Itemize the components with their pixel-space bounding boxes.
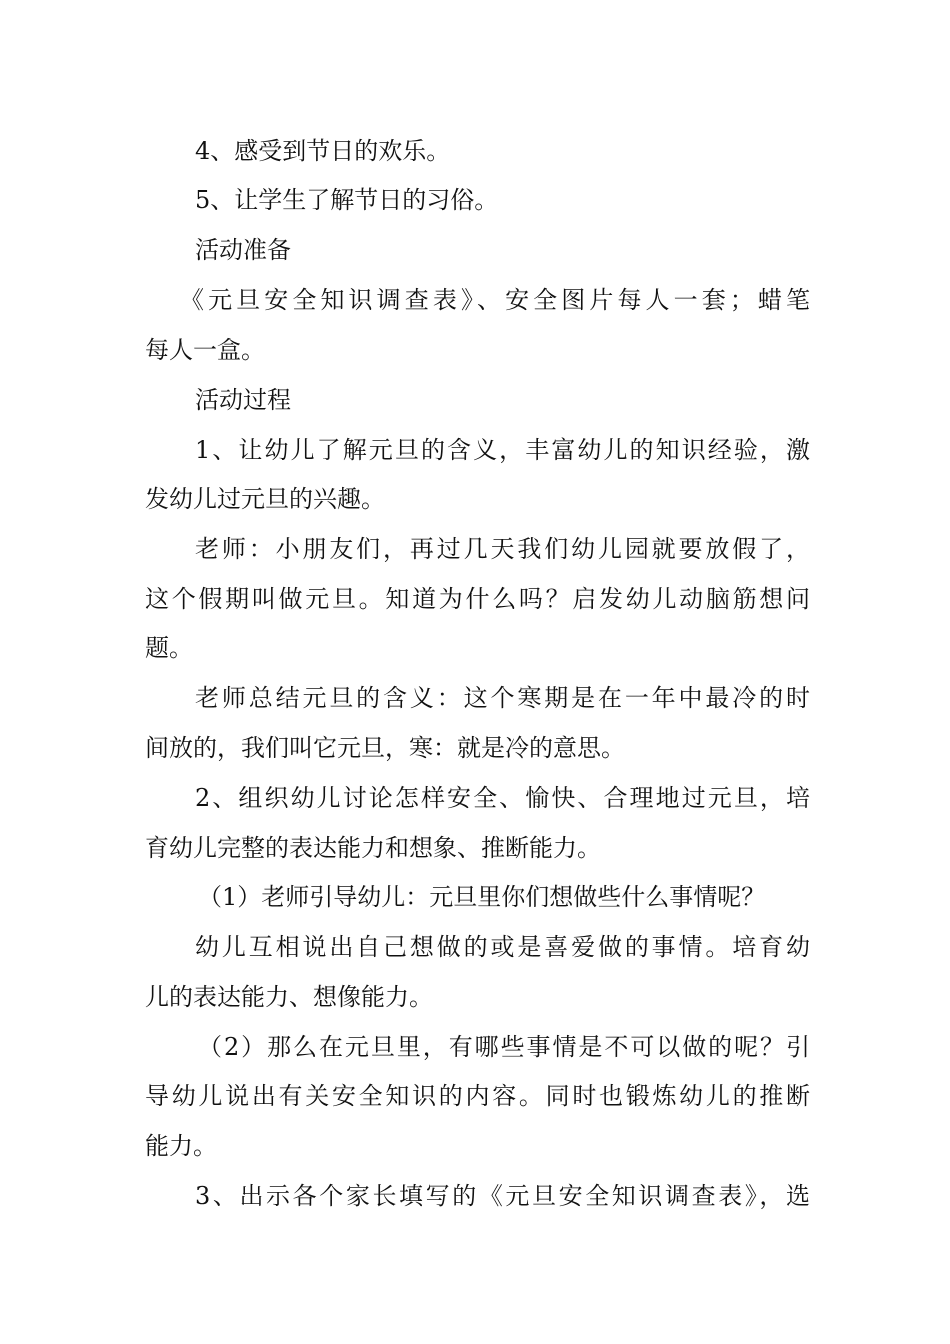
section-heading: 活动过程 [195, 386, 291, 414]
text-line: 1、让幼儿了解元旦的含义，丰富幼儿的知识经验，激 [195, 436, 810, 464]
text-line: 老师总结元旦的含义：这个寒期是在一年中最冷的时 [195, 684, 810, 712]
text-line: 导幼儿说出有关安全知识的内容。同时也锻炼幼儿的推断 [145, 1082, 810, 1110]
text-line: 间放的，我们叫它元旦，寒：就是冷的意思。 [145, 734, 625, 762]
text-line: 5、让学生了解节日的习俗。 [195, 186, 499, 214]
text-line: 老师：小朋友们，再过几天我们幼儿园就要放假了， [195, 535, 810, 563]
text-line: 《元旦安全知识调查表》、安全图片每人一套；蜡笔 [180, 286, 810, 314]
text-line: 发幼儿过元旦的兴趣。 [145, 485, 385, 513]
text-line: 育幼儿完整的表达能力和想象、推断能力。 [145, 834, 601, 862]
text-line: 题。 [145, 634, 193, 662]
section-heading: 活动准备 [195, 236, 291, 264]
text-line: 这个假期叫做元旦。知道为什么吗？启发幼儿动脑筋想问 [145, 585, 810, 613]
text-line: （2）那么在元旦里，有哪些事情是不可以做的呢？引 [198, 1033, 810, 1061]
text-line: 幼儿互相说出自己想做的或是喜爱做的事情。培育幼 [195, 933, 810, 961]
text-line: 2、组织幼儿讨论怎样安全、愉快、合理地过元旦，培 [195, 784, 810, 812]
text-line: 3、出示各个家长填写的《元旦安全知识调查表》，选 [195, 1182, 810, 1210]
text-line: （1）老师引导幼儿：元旦里你们想做些什么事情呢？ [198, 883, 766, 911]
text-line: 能力。 [145, 1132, 217, 1160]
text-line: 儿的表达能力、想像能力。 [145, 983, 433, 1011]
text-line: 4、感受到节日的欢乐。 [195, 137, 451, 165]
text-line: 每人一盒。 [145, 336, 265, 364]
